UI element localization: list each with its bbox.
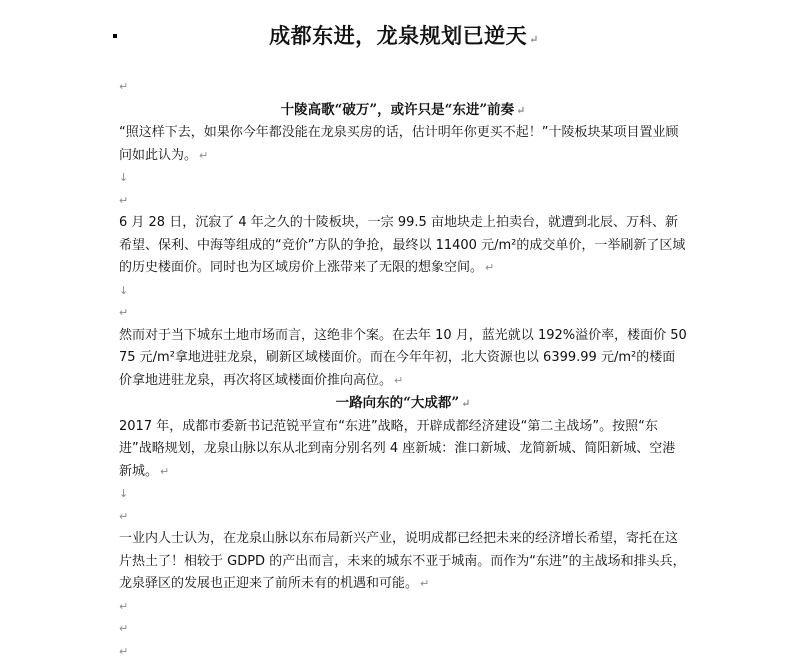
paragraph-mark-icon: ↵: [199, 149, 208, 162]
paragraph-mark-icon: ↵: [160, 465, 169, 478]
blank-line: ↵: [119, 506, 687, 529]
paragraph-mark-icon: ↵: [485, 261, 494, 274]
document-body[interactable]: [119, 76, 687, 663]
line-break-mark: ↓: [119, 167, 687, 190]
body-paragraph[interactable]: 然而对于当下城东土地市场而言，这绝非个案。在去年 10 月，蓝光就以 192%溢价率，楼面价 5075 元/m²拿地进驻龙泉，刷新区域楼面价。而在今年年初，北大资源也以 6399.99 元/m²的楼面价拿地进驻龙泉，再次将区域楼面价推向高位。 ↵: [119, 325, 687, 393]
blank-line: ↵: [119, 618, 687, 641]
blank-line: ↵: [119, 641, 687, 663]
body-paragraph[interactable]: 2017 年，成都市委新书记范锐平宣布“东进”战略，开辟成都经济建设“第二主战场”。按照“东进”战略规划，龙泉山脉以东从北到南分别名列 4 座新城：淮口新城、龙简新城、简阳新城、空港新城。 ↵: [119, 416, 687, 484]
document-title[interactable]: [0, 20, 808, 50]
blank-line: ↵: [119, 76, 687, 99]
paragraph-mark-icon: ↵: [420, 577, 429, 590]
paragraph-mark-icon: ↵: [461, 397, 470, 410]
blank-line: ↵: [119, 190, 687, 213]
paragraph-mark-icon: ↵: [516, 104, 525, 117]
paragraph-mark-icon: ↵: [529, 33, 539, 46]
line-break-mark: ↓: [119, 280, 687, 303]
section-heading[interactable]: 一路向东的“大成都” ↵: [119, 392, 687, 416]
section-heading[interactable]: 十陵高歌“破万”，或许只是“东进”前奏 ↵: [119, 99, 687, 123]
body-paragraph[interactable]: 一业内人士认为，在龙泉山脉以东布局新兴产业，说明成都已经把未来的经济增长希望，寄托在这片热土了！相较于 GDPD 的产出而言，未来的城东不亚于城南。而作为“东进”的主战场和排头兵，龙泉驿区的发展也正迎来了前所未有的机遇和可能。 ↵: [119, 528, 687, 596]
line-break-mark: ↓: [119, 483, 687, 506]
document-title-text: 成都东进，龙泉规划已逆天: [269, 23, 527, 48]
blank-line: ↵: [119, 302, 687, 325]
blank-line: ↵: [119, 596, 687, 619]
paragraph-mark-icon: ↵: [394, 374, 403, 387]
body-paragraph[interactable]: “照这样下去，如果你今年都没能在龙泉买房的话，估计明年你更买不起！”十陵板块某项目置业顾问如此认为。 ↵: [119, 122, 687, 167]
body-paragraph[interactable]: 6 月 28 日，沉寂了 4 年之久的十陵板块，一宗 99.5 亩地块走上拍卖台，就遭到北辰、万科、新希望、保利、中海等组成的“竞价”方队的争抢，最终以 11400 元/m²的成交单价，一举刷新了区域的历史楼面价。同时也为区域房价上涨带来了无限的想象空间。 ↵: [119, 212, 687, 280]
